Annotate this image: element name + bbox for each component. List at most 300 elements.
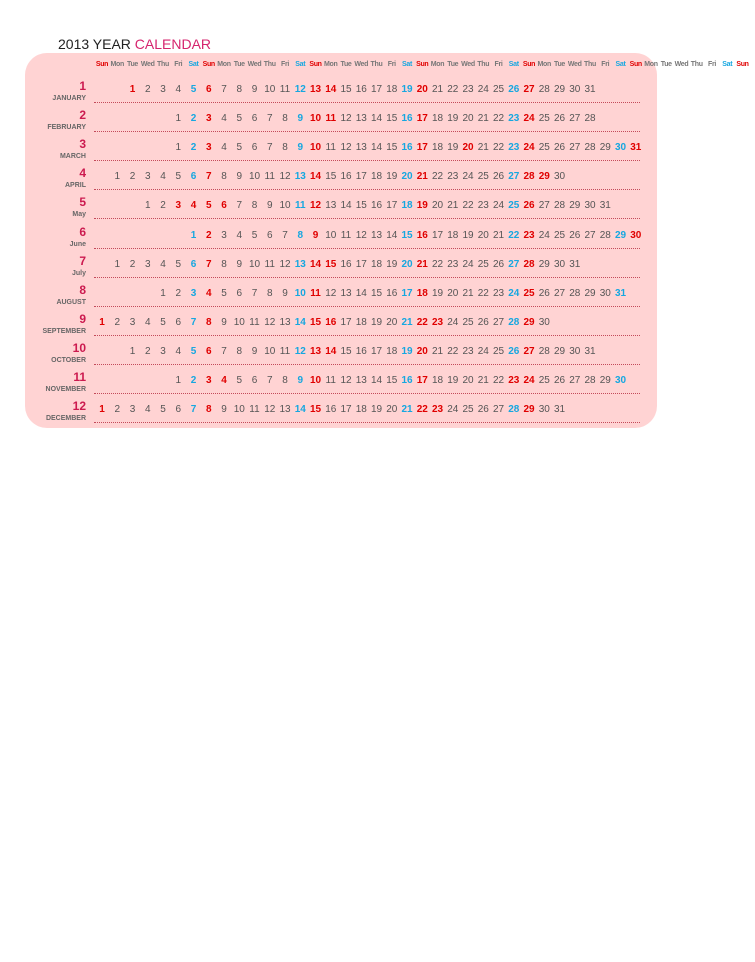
day-cell: 9 <box>297 375 304 386</box>
day-cell: 14 <box>370 142 383 154</box>
weekday-header: Sun <box>309 61 322 68</box>
day-cell: 14 <box>325 345 337 357</box>
day-cell: 4 <box>160 258 166 270</box>
day-cell: 7 <box>221 345 227 357</box>
day-cell: 19 <box>401 345 413 357</box>
day-cell: 8 <box>282 142 288 154</box>
day-cell: 16 <box>370 200 383 212</box>
day-cell: 17 <box>340 316 352 328</box>
day-cell: 7 <box>266 142 273 154</box>
day-cell: 29 <box>553 84 566 95</box>
weekday-header: Tue <box>233 61 245 68</box>
day-cell: 30 <box>538 404 550 416</box>
day-cell: 28 <box>584 142 596 154</box>
day-cell: 13 <box>340 287 352 299</box>
month-number: 11 <box>73 370 86 384</box>
day-cell: 9 <box>236 171 243 183</box>
day-cell: 20 <box>462 142 474 154</box>
day-cell: 16 <box>325 404 337 416</box>
day-cell: 20 <box>416 345 428 357</box>
month-number: 4 <box>79 166 86 181</box>
day-cell: 14 <box>325 84 337 95</box>
day-cell: 25 <box>538 113 550 125</box>
day-cell: 22 <box>431 258 444 270</box>
day-cell: 9 <box>251 345 258 357</box>
day-cell: 5 <box>236 113 243 125</box>
day-cell: 6 <box>251 113 258 125</box>
day-cell: 26 <box>523 200 535 212</box>
month-number: 9 <box>79 311 86 326</box>
day-cell: 26 <box>553 113 566 125</box>
month-number: 8 <box>79 282 86 297</box>
day-cell: 24 <box>492 200 505 212</box>
day-cell: 9 <box>221 316 227 328</box>
day-cell: 27 <box>523 345 535 357</box>
weekday-header: Thu <box>690 61 703 68</box>
day-cell: 30 <box>569 345 581 357</box>
day-cell: 27 <box>569 113 581 125</box>
day-cell: 16 <box>340 258 352 270</box>
day-cell: 25 <box>462 316 474 328</box>
day-cell: 15 <box>386 142 398 154</box>
day-cell: 25 <box>538 142 550 154</box>
day-cell: 17 <box>401 287 413 299</box>
weekday-header: Thu <box>477 61 490 68</box>
day-cell: 10 <box>233 316 245 328</box>
day-cell: 10 <box>279 200 291 212</box>
day-cell: 22 <box>416 404 428 416</box>
day-cell: 5 <box>205 200 212 212</box>
day-cell: 22 <box>431 171 444 183</box>
day-cell: 27 <box>508 171 520 183</box>
page-title <box>58 36 211 52</box>
row-divider <box>94 364 640 365</box>
weekday-header: Tue <box>340 61 352 68</box>
day-cell: 29 <box>523 404 535 416</box>
day-cell: 12 <box>325 287 337 299</box>
day-cell: 17 <box>370 345 383 357</box>
day-cell: 30 <box>553 171 566 183</box>
day-cell: 29 <box>584 287 596 299</box>
month-name: JANUARY <box>52 95 86 102</box>
month-name: AUGUST <box>56 298 86 306</box>
day-cell: 7 <box>190 404 197 416</box>
day-cell: 3 <box>175 200 182 212</box>
weekday-header: Wed <box>674 61 689 68</box>
day-cell: 23 <box>523 229 535 241</box>
day-cell: 30 <box>553 258 566 270</box>
day-cell: 14 <box>309 258 322 270</box>
row-divider <box>94 160 640 161</box>
day-cell: 11 <box>264 171 275 183</box>
month-number: 1 <box>79 79 86 93</box>
day-cell: 10 <box>325 229 337 241</box>
day-cell: 16 <box>386 287 398 299</box>
day-cell: 3 <box>129 316 136 328</box>
day-cell: 20 <box>386 404 398 416</box>
day-cell: 14 <box>370 375 383 386</box>
day-cell: 11 <box>325 113 337 125</box>
day-cell: 13 <box>355 142 367 154</box>
day-cell: 23 <box>431 404 444 416</box>
day-cell: 24 <box>462 258 474 270</box>
day-cell: 28 <box>584 113 596 125</box>
row-divider <box>94 306 640 307</box>
day-cell: 16 <box>325 316 337 328</box>
day-cell: 14 <box>355 287 367 299</box>
day-cell: 8 <box>282 375 288 386</box>
day-cell: 29 <box>614 229 627 241</box>
day-cell: 21 <box>416 258 428 270</box>
row-divider <box>94 218 640 219</box>
day-cell: 17 <box>416 142 428 154</box>
day-cell: 29 <box>553 345 566 357</box>
day-cell: 1 <box>190 229 197 241</box>
day-cell: 14 <box>386 229 398 241</box>
title-calendar: CALENDAR <box>134 36 212 52</box>
day-cell: 4 <box>160 171 166 183</box>
weekday-header: Wed <box>461 61 475 68</box>
day-cell: 9 <box>251 84 258 95</box>
day-cell: 26 <box>492 258 505 270</box>
day-cell: 25 <box>523 287 535 299</box>
weekday-header: Fri <box>601 61 610 68</box>
day-cell: 25 <box>538 375 550 386</box>
day-cell: 22 <box>462 200 474 212</box>
day-cell: 30 <box>538 316 550 328</box>
day-cell: 18 <box>416 287 428 299</box>
day-cell: 22 <box>447 345 459 357</box>
day-cell: 23 <box>447 258 459 270</box>
day-cell: 23 <box>508 113 520 125</box>
day-cell: 30 <box>599 287 611 299</box>
day-cell: 23 <box>462 84 474 95</box>
day-cell: 18 <box>355 316 367 328</box>
day-cell: 2 <box>190 375 197 386</box>
day-cell: 8 <box>205 316 212 328</box>
day-cell: 8 <box>297 229 304 241</box>
day-cell: 3 <box>129 404 136 416</box>
day-cell: 18 <box>431 142 444 154</box>
day-cell: 1 <box>114 171 121 183</box>
month-number: 12 <box>72 399 86 414</box>
day-cell: 29 <box>599 142 611 154</box>
day-cell: 15 <box>370 287 383 299</box>
day-cell: 1 <box>175 142 182 154</box>
month-row <box>0 369 682 398</box>
day-cell: 4 <box>221 375 227 386</box>
day-cell: 6 <box>175 404 182 416</box>
day-cell: 5 <box>190 345 197 357</box>
day-cell: 4 <box>221 113 227 125</box>
day-cell: 21 <box>477 142 489 154</box>
weekday-header: Wed <box>140 61 155 68</box>
weekday-header: Thu <box>370 61 383 68</box>
day-cell: 26 <box>508 345 520 357</box>
day-cell: 8 <box>236 84 243 95</box>
day-cell: 15 <box>325 258 337 270</box>
weekday-header: Fri <box>494 61 503 68</box>
day-cell: 14 <box>294 404 306 416</box>
weekday-header: Fri <box>174 61 183 68</box>
weekday-header: Tue <box>126 61 139 68</box>
day-cell: 13 <box>294 258 306 270</box>
day-cell: 31 <box>599 200 611 212</box>
day-cell: 29 <box>538 171 550 183</box>
day-cell: 11 <box>279 84 291 95</box>
row-divider <box>94 248 640 249</box>
day-cell: 17 <box>370 84 383 95</box>
weekday-header: Sat <box>615 61 626 68</box>
day-cell: 18 <box>431 113 444 125</box>
day-cell: 1 <box>99 404 105 416</box>
day-cell: 5 <box>236 375 243 386</box>
month-number: 2 <box>79 108 86 123</box>
month-number: 3 <box>79 137 86 152</box>
day-cell: 30 <box>569 84 581 95</box>
month-row <box>0 311 682 340</box>
day-cell: 2 <box>190 113 197 125</box>
day-cell: 22 <box>477 287 489 299</box>
day-cell: 14 <box>340 200 352 212</box>
month-name: DECEMBER <box>45 415 86 423</box>
day-cell: 28 <box>538 84 550 95</box>
month-number: 7 <box>79 253 86 268</box>
day-cell: 10 <box>264 84 276 95</box>
day-cell: 19 <box>462 229 474 241</box>
day-cell: 12 <box>294 84 306 95</box>
day-cell: 18 <box>370 258 383 270</box>
day-cell: 21 <box>447 200 459 212</box>
day-cell: 12 <box>294 345 306 357</box>
day-cell: 21 <box>401 404 413 416</box>
day-cell: 8 <box>236 345 243 357</box>
month-row <box>0 194 682 223</box>
day-cell: 23 <box>462 345 474 357</box>
day-cell: 6 <box>251 142 258 154</box>
day-cell: 17 <box>355 171 367 183</box>
day-cell: 3 <box>160 345 166 357</box>
day-cell: 10 <box>233 404 245 416</box>
month-name: May <box>72 211 86 219</box>
month-name: FEBRUARY <box>47 124 86 132</box>
day-cell: 27 <box>553 287 566 299</box>
day-cell: 12 <box>264 316 276 328</box>
weekday-header: Mon <box>430 61 445 68</box>
day-cell: 24 <box>447 404 459 416</box>
day-cell: 3 <box>144 258 151 270</box>
month-row <box>0 107 682 136</box>
weekday-header: Tue <box>660 61 672 68</box>
weekday-header: Sat <box>508 61 519 68</box>
day-cell: 12 <box>279 258 291 270</box>
day-cell: 25 <box>462 404 474 416</box>
day-cell: 20 <box>401 171 413 183</box>
day-cell: 21 <box>492 229 505 241</box>
day-cell: 2 <box>114 316 121 328</box>
day-cell: 31 <box>584 345 596 357</box>
day-cell: 12 <box>279 171 291 183</box>
day-cell: 24 <box>462 171 474 183</box>
day-cell: 8 <box>205 404 212 416</box>
day-cell: 16 <box>401 113 413 125</box>
weekday-header: Sat <box>295 61 306 68</box>
day-cell: 1 <box>99 316 105 328</box>
day-cell: 6 <box>205 84 212 95</box>
day-cell: 12 <box>309 200 322 212</box>
day-cell: 24 <box>477 84 489 95</box>
day-cell: 13 <box>355 113 367 125</box>
day-cell: 16 <box>401 142 413 154</box>
day-cell: 27 <box>523 84 535 95</box>
day-cell: 18 <box>386 345 398 357</box>
day-cell: 26 <box>492 171 505 183</box>
day-cell: 6 <box>190 171 197 183</box>
day-cell: 23 <box>447 171 459 183</box>
day-cell: 27 <box>569 142 581 154</box>
month-name: NOVEMBER <box>45 386 86 393</box>
day-cell: 2 <box>205 229 212 241</box>
day-cell: 10 <box>309 113 322 125</box>
row-divider <box>94 393 640 394</box>
day-cell: 12 <box>264 404 276 416</box>
weekday-header-row <box>94 61 749 71</box>
day-cell: 25 <box>508 200 520 212</box>
day-cell: 15 <box>386 113 398 125</box>
day-cell: 13 <box>355 375 367 386</box>
day-cell: 13 <box>294 171 306 183</box>
day-cell: 21 <box>477 113 489 125</box>
day-cell: 29 <box>599 375 611 386</box>
day-cell: 12 <box>340 142 352 154</box>
day-cell: 29 <box>569 200 581 212</box>
day-cell: 21 <box>431 84 444 95</box>
weekday-header: Mon <box>217 61 231 68</box>
day-cell: 19 <box>447 113 459 125</box>
day-cell: 2 <box>190 142 197 154</box>
day-cell: 28 <box>553 200 566 212</box>
day-cell: 19 <box>431 287 444 299</box>
day-cell: 6 <box>221 200 227 212</box>
weekday-header: Sun <box>202 61 215 68</box>
day-cell: 10 <box>309 142 322 154</box>
day-cell: 31 <box>614 287 627 299</box>
month-name: June <box>69 240 86 248</box>
row-divider <box>94 277 640 278</box>
day-cell: 3 <box>205 113 212 125</box>
month-row <box>0 165 682 194</box>
day-cell: 7 <box>282 229 288 241</box>
day-cell: 14 <box>370 113 383 125</box>
weekday-header: Mon <box>110 61 124 68</box>
day-cell: 10 <box>309 375 322 386</box>
month-row <box>0 78 682 107</box>
weekday-header: Wed <box>567 61 582 68</box>
day-cell: 15 <box>386 375 398 386</box>
day-cell: 6 <box>236 287 243 299</box>
day-cell: 29 <box>538 258 550 270</box>
weekday-header: Sun <box>95 61 109 68</box>
day-cell: 24 <box>523 142 535 154</box>
day-cell: 9 <box>236 258 243 270</box>
day-cell: 24 <box>523 113 535 125</box>
day-cell: 12 <box>340 113 352 125</box>
row-divider <box>94 422 640 423</box>
day-cell: 25 <box>477 171 489 183</box>
day-cell: 9 <box>266 200 273 212</box>
day-cell: 4 <box>144 316 151 328</box>
day-cell: 7 <box>221 84 227 95</box>
day-cell: 19 <box>370 404 383 416</box>
day-cell: 17 <box>431 229 444 241</box>
day-cell: 4 <box>205 287 212 299</box>
day-cell: 7 <box>236 200 243 212</box>
day-cell: 18 <box>386 84 398 95</box>
day-cell: 3 <box>190 287 197 299</box>
day-cell: 27 <box>508 258 520 270</box>
day-cell: 11 <box>325 142 336 154</box>
day-cell: 23 <box>508 142 520 154</box>
day-cell: 4 <box>236 229 243 241</box>
day-cell: 13 <box>279 404 291 416</box>
day-cell: 26 <box>553 375 566 386</box>
row-divider <box>94 131 640 132</box>
day-cell: 12 <box>340 375 352 386</box>
weekday-header: Mon <box>644 61 658 68</box>
day-cell: 10 <box>294 287 306 299</box>
day-cell: 31 <box>553 404 566 416</box>
day-cell: 23 <box>431 316 444 328</box>
day-cell: 22 <box>416 316 428 328</box>
day-cell: 10 <box>248 258 261 270</box>
day-cell: 9 <box>297 113 304 125</box>
day-cell: 28 <box>599 229 611 241</box>
day-cell: 13 <box>325 200 337 212</box>
day-cell: 11 <box>294 200 306 212</box>
day-cell: 18 <box>431 375 444 386</box>
weekday-header: Mon <box>324 61 338 68</box>
day-cell: 5 <box>190 84 197 95</box>
weekday-header: Thu <box>157 61 169 68</box>
day-cell: 22 <box>492 113 505 125</box>
day-cell: 27 <box>569 375 581 386</box>
day-cell: 1 <box>114 258 121 270</box>
day-cell: 13 <box>370 229 383 241</box>
day-cell: 31 <box>569 258 581 270</box>
day-cell: 17 <box>355 258 367 270</box>
weekday-header: Wed <box>354 61 369 68</box>
day-cell: 28 <box>508 316 520 328</box>
weekday-header: Sun <box>522 61 536 68</box>
day-cell: 19 <box>416 200 428 212</box>
day-cell: 7 <box>251 287 258 299</box>
day-cell: 27 <box>538 200 550 212</box>
day-cell: 14 <box>309 171 322 183</box>
day-cell: 9 <box>221 404 227 416</box>
weekday-header: Sun <box>629 61 642 68</box>
day-cell: 19 <box>370 316 383 328</box>
day-cell: 31 <box>630 142 642 154</box>
day-cell: 16 <box>355 84 367 95</box>
day-cell: 19 <box>386 258 398 270</box>
day-cell: 2 <box>160 200 166 212</box>
month-name: July <box>71 269 86 277</box>
day-cell: 28 <box>569 287 581 299</box>
day-cell: 20 <box>431 200 444 212</box>
day-cell: 26 <box>569 229 581 241</box>
day-cell: 3 <box>205 142 212 154</box>
day-cell: 21 <box>416 171 428 183</box>
